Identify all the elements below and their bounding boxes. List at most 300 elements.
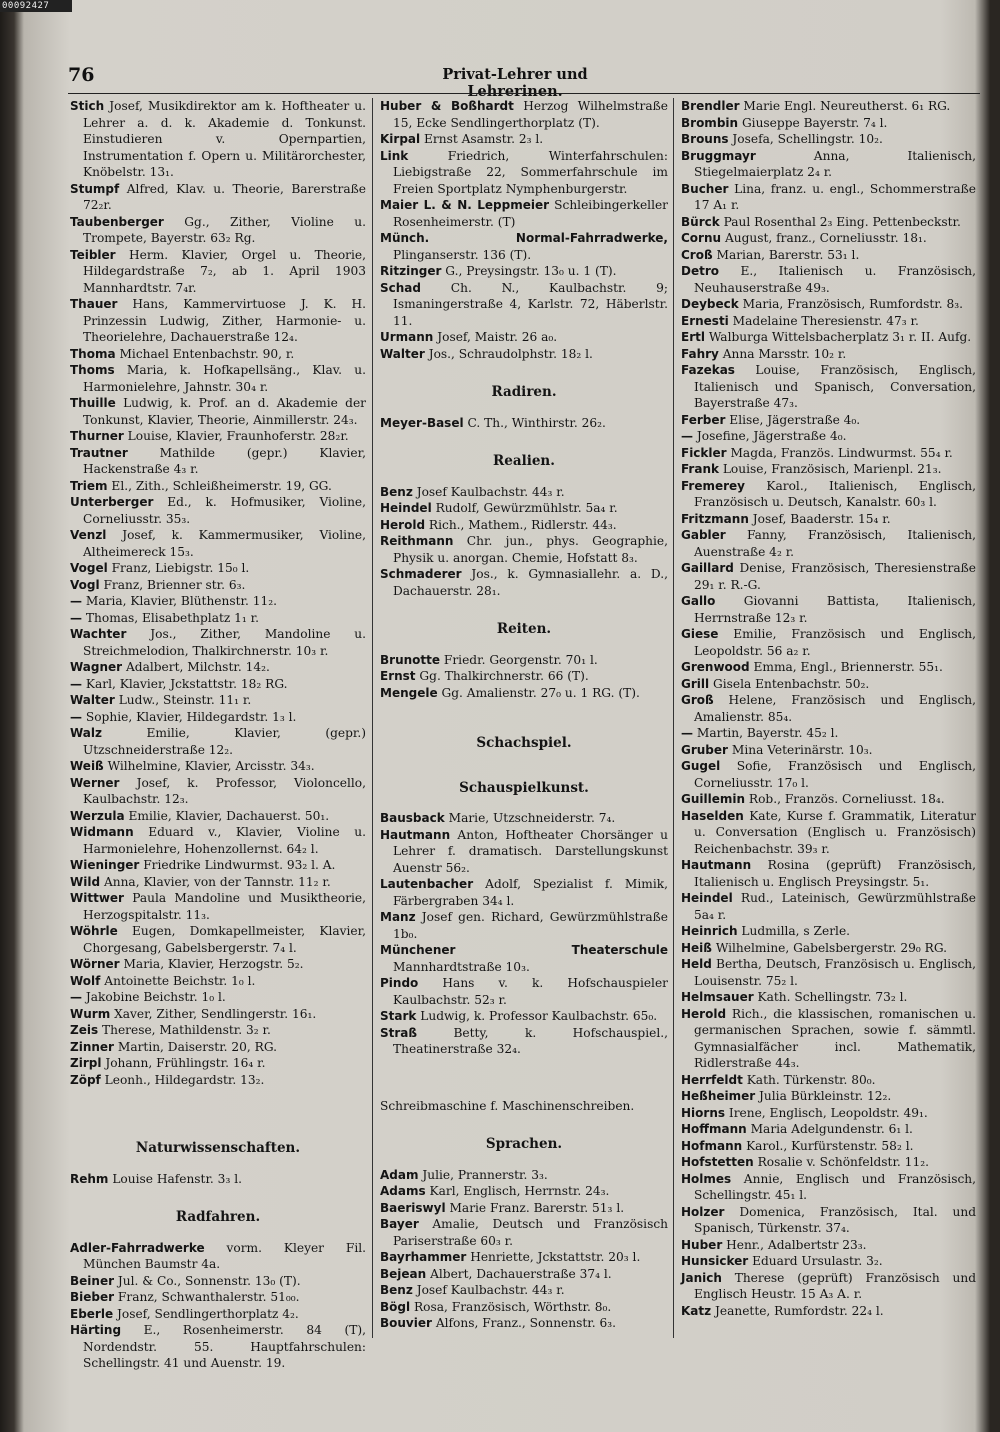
entry-name: Bausback — [380, 811, 445, 825]
entry-name: — — [70, 610, 82, 625]
entry-name: Herrfeldt — [681, 1072, 743, 1087]
entry-details: Marian, Barerstr. 53₁ l. — [716, 247, 860, 262]
directory-entry — [380, 1008, 668, 1025]
entry-details: Julia Bürkleinstr. 12₂. — [759, 1089, 892, 1103]
directory-entry — [681, 511, 976, 528]
directory-entry — [380, 1249, 668, 1266]
entry-name: Adam — [380, 1167, 419, 1182]
entry-list — [380, 415, 668, 432]
directory-entry — [70, 445, 366, 478]
entry-name: Grill — [681, 676, 710, 691]
entry-name: Ritzinger — [380, 264, 442, 278]
directory-entry — [70, 428, 366, 445]
entry-details: Paula Mandoline und Musiktheorie, Herzogspitalstr. 11₃. — [83, 891, 367, 922]
entry-details: Sophie, Klavier, Hildegardstr. 1₃ l. — [85, 709, 297, 724]
entry-details: Walburga Wittelsbacherplatz 3₁ r. II. Aufg. — [708, 330, 972, 344]
entry-name: Gallo — [681, 594, 716, 608]
entry-name: Hautmann — [380, 827, 451, 842]
directory-entry — [380, 346, 668, 363]
section-heading: Radfahren. — [175, 1209, 261, 1225]
entry-details: E., Rosenheimerstr. 84 (T), Nordendstr. 55. Hauptfahrschulen: Schellingstr. 41 und Auenstr. 19. — [83, 1323, 367, 1370]
entry-details: Franz, Brienner str. 6₃. — [103, 577, 246, 592]
directory-entry — [681, 725, 976, 742]
header-rule — [68, 93, 980, 94]
entry-name: — — [70, 990, 82, 1004]
entry-details: Ludwig, k. Prof. an d. Akademie der Tonkunst, Klavier, Theorie, Ainmillerstr. 24₃. — [83, 396, 366, 427]
directory-entry — [70, 1039, 366, 1056]
entry-details: Louise, Klavier, Fraunhoferstr. 28₂r. — [127, 429, 349, 443]
directory-entry — [681, 626, 976, 659]
entry-name: Giese — [681, 627, 719, 641]
directory-entry — [681, 758, 976, 791]
entry-name: Frank — [681, 462, 719, 476]
entry-list — [380, 810, 668, 1058]
directory-entry — [380, 280, 668, 330]
entry-name: Haselden — [681, 808, 744, 823]
directory-entry — [70, 890, 366, 923]
entry-name: Schad — [380, 280, 421, 295]
entry-details: Rosa, Französisch, Wörthstr. 8₀. — [413, 1299, 612, 1314]
entry-details: Schleibingerkeller Rosenheimerstr. (T) — [393, 198, 669, 229]
directory-entry — [681, 1006, 976, 1072]
directory-entry — [681, 148, 976, 181]
entry-name: Zeis — [70, 1023, 99, 1037]
entry-name: Straß — [380, 1025, 418, 1040]
directory-entry — [70, 1171, 366, 1188]
entry-name: Bürck — [681, 214, 720, 229]
entry-name: Herold — [380, 517, 426, 532]
entry-name: Thuille — [70, 396, 116, 410]
entry-details: Maria, Französisch, Rumfordstr. 8₃. — [742, 297, 964, 311]
entry-list — [70, 1171, 366, 1188]
entry-details: Jakobine Beichstr. 1₀ l. — [85, 990, 226, 1004]
directory-entry — [681, 263, 976, 296]
entry-name: Walz — [70, 726, 103, 740]
entry-name: Stark — [380, 1009, 417, 1023]
entry-name: Walter — [70, 693, 115, 707]
directory-entry — [380, 500, 668, 517]
entry-details: Plinganserstr. 136 (T). — [393, 247, 532, 262]
directory-entry — [681, 1121, 976, 1138]
section-heading: Radiren. — [491, 384, 557, 400]
entry-details: Wilhelmine, Gabelsbergerstr. 29₀ RG. — [715, 940, 947, 955]
entry-name: Adler-Fahrradwerke — [70, 1240, 205, 1255]
directory-entry — [380, 1200, 668, 1217]
entry-name: Hoffmann — [681, 1122, 747, 1136]
entry-name: Unterberger — [70, 495, 154, 509]
directory-entry — [70, 362, 366, 395]
entry-details: Ed., k. Hofmusiker, Violine, Corneliusstr. 35₃. — [83, 495, 366, 526]
directory-entry — [380, 668, 668, 685]
column-1 — [70, 98, 367, 1370]
entry-details: August, franz., Corneliusstr. 18₁. — [724, 231, 927, 245]
directory-entry — [70, 676, 366, 693]
entry-name: Weiß — [70, 759, 104, 773]
entry-details: Rich., die klassischen, romanischen u. germanischen Sprachen, sowie f. sämmtl. Gymnasialfächer incl. Mathematik, Ridlerstraße 44₃. — [694, 1006, 976, 1070]
entry-details: Albert, Dachauerstraße 37₄ l. — [430, 1266, 612, 1281]
directory-entry — [380, 415, 668, 432]
entry-details: Herzog Wilhelmstraße 15, Ecke Sendlingerthorplatz (T). — [393, 99, 668, 130]
directory-entry — [681, 461, 976, 478]
directory-entry — [681, 808, 976, 858]
entry-name: Mengele — [380, 685, 438, 700]
entry-details: Thomas, Elisabethplatz 1₁ r. — [85, 610, 260, 625]
entry-details: vorm. Kleyer Fil. München Baumstr 4a. — [83, 1240, 366, 1271]
entry-name: Ferber — [681, 412, 726, 427]
entry-name: Triem — [70, 478, 108, 493]
entry-details: Annie, Englisch und Französisch, Schellingstr. 45₁ l. — [694, 1171, 976, 1202]
entry-details: Ludw., Steinstr. 11₁ r. — [118, 693, 252, 707]
directory-entry — [380, 98, 668, 131]
entry-details: Louise Hafenstr. 3₃ l. — [112, 1171, 242, 1186]
entry-details: Friedrich, Winterfahrschulen: Liebigstraße 22, Sommerfahrschule im Freien Sportplatz Nymphenburgerstr. — [393, 148, 668, 196]
directory-entry — [70, 1289, 366, 1306]
entry-details: Jul. & Co., Sonnenstr. 13₀ (T). — [117, 1273, 301, 1288]
directory-entry — [681, 214, 976, 231]
entry-name: Cornu — [681, 231, 722, 245]
directory-entry — [70, 973, 366, 990]
directory-entry — [380, 909, 668, 942]
directory-entry — [70, 593, 366, 610]
entry-details: Rosalie v. Schönfeldstr. 11₂. — [757, 1155, 929, 1169]
entry-details: Henriette, Jckstattstr. 20₃ l. — [470, 1250, 641, 1264]
directory-entry — [70, 1273, 366, 1290]
entry-details: Wilhelmine, Klavier, Arcisstr. 34₃. — [107, 759, 315, 773]
entry-name: Huber & Boßhardt — [380, 99, 514, 113]
entry-name: Walter — [380, 346, 425, 361]
entry-details: Josef Kaulbachstr. 44₃ r. — [416, 1283, 565, 1297]
entry-details: Denise, Französisch, Theresienstraße 29₁ r. R.-G. — [694, 561, 976, 592]
entry-name: Hofmann — [681, 1138, 743, 1153]
entry-name: Schmaderer — [380, 567, 462, 581]
entry-details: Marie, Utzschneiderstr. 7₄. — [448, 811, 616, 825]
entry-details: Maria, k. Hofkapellsäng., Klav. u. Harmonielehre, Jahnstr. 30₄ r. — [83, 363, 367, 394]
entry-name: Wöhrle — [70, 924, 118, 938]
entry-details: Hans v. k. Hofschauspieler Kaulbachstr. 52₃ r. — [393, 976, 668, 1007]
entry-details: Alfred, Klav. u. Theorie, Barerstraße 72₂r. — [83, 181, 366, 212]
section-heading: Schachspiel. — [476, 735, 572, 751]
entry-name: Thoms — [70, 363, 115, 377]
entry-details: Jos., Schraudolphstr. 18₂ l. — [428, 346, 593, 361]
entry-details: Domenica, Französisch, Ital. und Spanisch, Türkenstr. 37₄. — [694, 1204, 977, 1235]
entry-name: Ernesti — [681, 313, 729, 328]
directory-entry — [681, 98, 976, 115]
directory-entry — [70, 560, 366, 577]
entry-name: Bouvier — [380, 1316, 432, 1330]
entry-name: Lautenbacher — [380, 877, 474, 891]
entry-details: Giuseppe Bayerstr. 7₄ l. — [741, 115, 888, 130]
entry-name: Hofstetten — [681, 1155, 754, 1169]
entry-details: Anna Marsstr. 10₂ r. — [722, 346, 847, 361]
directory-entry — [681, 1204, 976, 1237]
entry-details: Josef, Sendlingerthorplatz 4₂. — [116, 1306, 299, 1321]
entry-details: Eduard v., Klavier, Violine u. Harmonielehre, Hohenzollernst. 64₂ l. — [83, 825, 367, 856]
running-header: Privat-Lehrer und Lehrerinen. — [442, 66, 588, 100]
directory-entry — [70, 1055, 366, 1072]
entry-name: Holmes — [681, 1171, 732, 1186]
entry-name: Münch. Normal-Fahrradwerke, — [380, 231, 668, 245]
entry-details: Bertha, Deutsch, Französisch u. Englisch, Louisenstr. 75₂ l. — [694, 957, 976, 988]
entry-details: Josef, Maistr. 26 a₀. — [437, 330, 558, 344]
entry-name: Bucher — [681, 181, 729, 196]
entry-name: Hunsicker — [681, 1254, 749, 1268]
directory-entry — [380, 1216, 668, 1249]
directory-entry — [380, 1167, 668, 1184]
directory-entry — [70, 989, 366, 1006]
directory-entry — [681, 181, 976, 214]
entry-name: Brombin — [681, 115, 739, 130]
entry-name: Hiorns — [681, 1105, 726, 1120]
entry-details: Martin, Bayerstr. 45₂ l. — [696, 726, 839, 740]
entry-name: Gruber — [681, 742, 728, 757]
section-heading: Sprachen. — [485, 1136, 563, 1152]
directory-entry — [681, 676, 976, 693]
entry-name: Benz — [380, 1283, 413, 1297]
entry-name: Eberle — [70, 1306, 114, 1321]
directory-entry — [70, 527, 366, 560]
entry-details: Rosina (geprüft) Französisch, Italienisch u. Englisch Preysingstr. 5₁. — [694, 858, 976, 889]
entry-details: Michael Entenbachstr. 90, r. — [119, 346, 295, 361]
entry-name: Zöpf — [70, 1072, 101, 1087]
entry-details: Karol., Kurfürstenstr. 58₂ l. — [746, 1138, 914, 1153]
directory-entry — [681, 478, 976, 511]
entry-details: Xaver, Zither, Sendlingerstr. 16₁. — [114, 1006, 317, 1021]
entry-details: Anton, Hoftheater Chorsänger u Lehrer f. dramatisch. Darstellungskunst Auenstr 56₂. — [393, 827, 668, 875]
entry-details: Helene, Französisch und Englisch, Amalienstr. 85₄. — [694, 693, 976, 724]
directory-entry — [70, 709, 366, 726]
entry-details: Ch. N., Kaulbachstr. 9; Ismaningerstraße 4, Karlstr. 72, Häberlstr. 11. — [393, 280, 669, 328]
entry-details: Lina, franz. u. engl., Schommerstraße 17 A₁ r. — [694, 181, 976, 212]
directory-entry — [380, 484, 668, 501]
section-heading: Reiten. — [496, 621, 552, 637]
directory-entry — [681, 940, 976, 957]
entry-name: Huber — [681, 1237, 723, 1252]
entry-details: Franz, Liebigstr. 15₀ l. — [111, 561, 250, 575]
directory-entry — [70, 1022, 366, 1039]
entry-details: Kate, Kurse f. Grammatik, Literatur u. Conversation (Englisch u. Französisch) Reichenbachstr. 39₃ r. — [694, 808, 976, 856]
entry-name: Ernst — [380, 669, 416, 683]
directory-entry — [70, 1072, 366, 1089]
directory-entry — [380, 533, 668, 566]
directory-entry — [681, 1154, 976, 1171]
entry-details: Hans, Kammervirtuose J. K. H. Prinzessin Ludwig, Zither, Harmonie- u. Theorielehre, Dachauerstraße 12₄. — [83, 297, 366, 344]
entry-details: Betty, k. Hofschauspiel., Theatinerstraße 32₄. — [393, 1025, 668, 1056]
entry-details: Giovanni Battista, Italienisch, Herrnstraße 12₃ r. — [694, 594, 976, 625]
entry-name: Heßheimer — [681, 1089, 756, 1103]
entry-details: Maria, Klavier, Herzogstr. 5₂. — [123, 957, 304, 971]
entry-name: Fickler — [681, 445, 727, 460]
directory-entry — [70, 1306, 366, 1323]
entry-details: Ernst Asamstr. 2₃ l. — [424, 132, 544, 146]
entry-name: Fritzmann — [681, 511, 749, 526]
directory-entry — [681, 1270, 976, 1303]
entry-details: Gg., Zither, Violine u. Trompete, Bayerstr. 63₂ Rg. — [83, 214, 367, 245]
directory-entry — [681, 1171, 976, 1204]
entry-name: Taubenberger — [70, 214, 164, 229]
entry-name: Vogl — [70, 577, 100, 592]
entry-name: Groß — [681, 693, 714, 707]
directory-entry — [380, 1282, 668, 1299]
directory-entry — [70, 725, 366, 758]
entry-details: El., Zith., Schleißheimerstr. 19, GG. — [111, 478, 332, 493]
column-divider — [372, 98, 373, 1338]
entry-details: Josef, Musikdirektor am k. Hoftheater u. Lehrer a. d. k. Akademie d. Tonkunst. Einstudieren v. Opernpartien, Instrumentation f. Opern u. Militärorchester, Knöbelstr. 13₁. — [83, 99, 366, 179]
entry-name: Thauer — [70, 297, 118, 311]
entry-name: Janich — [681, 1270, 722, 1285]
entry-list — [380, 652, 668, 702]
page-number: 76 — [68, 64, 95, 86]
entry-name: Werzula — [70, 808, 125, 823]
entry-details: Josef, Baaderstr. 15₄ r. — [752, 511, 891, 526]
entry-details: Adalbert, Milchstr. 14₂. — [125, 660, 270, 674]
directory-entry — [70, 478, 366, 495]
directory-entry — [70, 1322, 366, 1372]
entry-details: Rudolf, Gewürzmühlstr. 5a₄ r. — [435, 501, 618, 515]
column-divider — [673, 98, 674, 1338]
entry-details: Josef gen. Richard, Gewürzmühlstraße 1b₀. — [393, 910, 668, 941]
directory-entry — [70, 296, 366, 346]
directory-entry — [70, 395, 366, 428]
directory-entry — [681, 412, 976, 429]
entry-name: Wurm — [70, 1006, 111, 1021]
entry-details: Anna, Klavier, von der Tannstr. 11₂ r. — [103, 874, 331, 889]
directory-entry — [380, 827, 668, 877]
directory-entry — [681, 313, 976, 330]
entry-details: Julie, Prannerstr. 3₃. — [422, 1167, 548, 1182]
directory-entry — [380, 197, 668, 230]
directory-entry — [380, 942, 668, 975]
entry-name: Wörner — [70, 957, 120, 971]
entry-name: Helmsauer — [681, 990, 754, 1004]
entry-name: Bayrhammer — [380, 1250, 467, 1264]
entry-details: Gg. Thalkirchnerstr. 66 (T). — [419, 669, 589, 683]
entry-name: Fazekas — [681, 363, 735, 377]
entry-name: Brunotte — [380, 652, 441, 667]
entry-details: Josef Kaulbachstr. 44₃ r. — [416, 484, 565, 499]
directory-entry — [380, 1315, 668, 1332]
directory-entry — [380, 566, 668, 599]
entry-details: Louise, Französisch, Marienpl. 21₃. — [722, 462, 942, 476]
entry-details: Gg. Amalienstr. 27₀ u. 1 RG. (T). — [441, 685, 640, 700]
directory-entry — [681, 115, 976, 132]
entry-name: — — [70, 594, 82, 608]
entry-details: Rud., Lateinisch, Gewürzmühlstraße 5a₄ r. — [694, 891, 977, 922]
entry-name: Kirpal — [380, 132, 421, 146]
directory-entry — [70, 923, 366, 956]
directory-entry — [681, 560, 976, 593]
directory-entry — [380, 517, 668, 534]
directory-entry — [70, 775, 366, 808]
entry-details: Rob., Französ. Corneliusst. 18₄. — [748, 792, 945, 806]
entry-name: Holzer — [681, 1204, 725, 1219]
entry-details: Antoinette Beichstr. 1₀ l. — [104, 973, 256, 988]
entry-name: Wagner — [70, 660, 123, 674]
entry-name: Heiß — [681, 940, 712, 955]
entry-name: Thoma — [70, 346, 116, 361]
directory-entry — [681, 593, 976, 626]
directory-entry — [681, 742, 976, 759]
entry-details: Kath. Schellingstr. 73₂ l. — [757, 990, 908, 1004]
entry-details: Gisela Entenbachstr. 50₂. — [712, 676, 870, 691]
entry-name: Wild — [70, 874, 101, 889]
directory-entry — [681, 428, 976, 445]
entry-name: Wolf — [70, 973, 101, 988]
entry-details: Paul Rosenthal 2₃ Eing. Pettenbeckstr. — [723, 214, 961, 229]
entry-list — [380, 1167, 668, 1332]
directory-entry — [681, 527, 976, 560]
directory-entry — [380, 230, 668, 263]
entry-name: Deybeck — [681, 297, 739, 311]
entry-name: Stumpf — [70, 181, 120, 196]
directory-entry — [681, 857, 976, 890]
entry-details: Karl, Englisch, Herrnstr. 24₃. — [429, 1184, 610, 1198]
entry-name: — — [681, 726, 693, 740]
entry-details: Maria Adelgundenstr. 6₁ l. — [750, 1122, 913, 1136]
directory-entry — [70, 346, 366, 363]
entry-list — [380, 98, 668, 362]
entry-name: Gugel — [681, 759, 721, 773]
entry-name: Werner — [70, 775, 120, 790]
entry-details: Friedr. Georgenstr. 70₁ l. — [443, 652, 598, 667]
entry-name: Croß — [681, 247, 713, 262]
entry-details: Fanny, Französisch, Italienisch, Auenstraße 4₂ r. — [694, 528, 976, 559]
entry-details: E., Italienisch u. Französisch, Neuhauserstraße 49₃. — [694, 264, 977, 295]
entry-details: Johann, Frühlingstr. 16₄ r. — [105, 1056, 266, 1070]
directory-entry — [380, 685, 668, 702]
entry-name: Venzl — [70, 528, 107, 542]
entry-details: Emilie, Französisch und Englisch, Leopoldstr. 56 a₂ r. — [694, 627, 976, 658]
entry-name: Baeriswyl — [380, 1200, 446, 1215]
entry-details: Amalie, Deutsch und Französisch Pariserstraße 60₃ r. — [393, 1217, 669, 1248]
entry-name: Reithmann — [380, 534, 454, 548]
entry-name: Münchener Theaterschule — [380, 943, 668, 957]
entry-name: Rehm — [70, 1171, 109, 1186]
entry-name: Wachter — [70, 627, 127, 641]
entry-details: Mina Veterinärstr. 10₃. — [731, 742, 873, 757]
directory-entry — [380, 329, 668, 346]
entry-name: — — [70, 676, 82, 691]
entry-name: Grenwood — [681, 660, 750, 674]
entry-name: Trautner — [70, 445, 128, 460]
entry-details: Adolf, Spezialist f. Mimik, Färbergraben 34₄ l. — [393, 877, 668, 908]
directory-entry — [681, 1072, 976, 1089]
entry-details: Henr., Adalbertstr 23₃. — [726, 1237, 867, 1252]
directory-entry — [681, 890, 976, 923]
directory-entry — [681, 131, 976, 148]
entry-name: Bieber — [70, 1290, 115, 1304]
directory-entry — [681, 296, 976, 313]
directory-entry — [380, 263, 668, 280]
directory-entry — [70, 214, 366, 247]
entry-details: Emilie, Klavier, (gepr.) Utzschneiderstraße 12₂. — [83, 726, 366, 757]
entry-details: Franz, Schwanthalerstr. 51₀₀. — [117, 1290, 300, 1304]
entry-details: Eugen, Domkapellmeister, Klavier, Chorgesang, Gabelsbergerstr. 7₄ l. — [83, 924, 366, 955]
entry-details: Anna, Italienisch, Stiegelmaierplatz 2₄ r. — [694, 148, 976, 179]
entry-name: Stich — [70, 99, 105, 113]
entry-details: Mannhardtstraße 10₃. — [393, 959, 530, 974]
column-2 — [380, 98, 668, 1348]
entry-details: Karl, Klavier, Jckstattstr. 18₂ RG. — [85, 676, 288, 691]
entry-details: G., Preysingstr. 13₀ u. 1 (T). — [445, 264, 617, 278]
entry-details: Josefine, Jägerstraße 4₀. — [696, 429, 847, 443]
entry-list — [380, 484, 668, 600]
section-heading: Schauspielkunst. — [459, 779, 589, 796]
entry-details: Louise, Französisch, Englisch, Italienisch und Spanisch, Conversation, Bayerstraße 47₃. — [694, 363, 977, 410]
directory-entry — [681, 923, 976, 940]
directory-entry — [380, 1299, 668, 1316]
entry-name: Ertl — [681, 330, 705, 344]
directory-entry — [681, 1237, 976, 1254]
